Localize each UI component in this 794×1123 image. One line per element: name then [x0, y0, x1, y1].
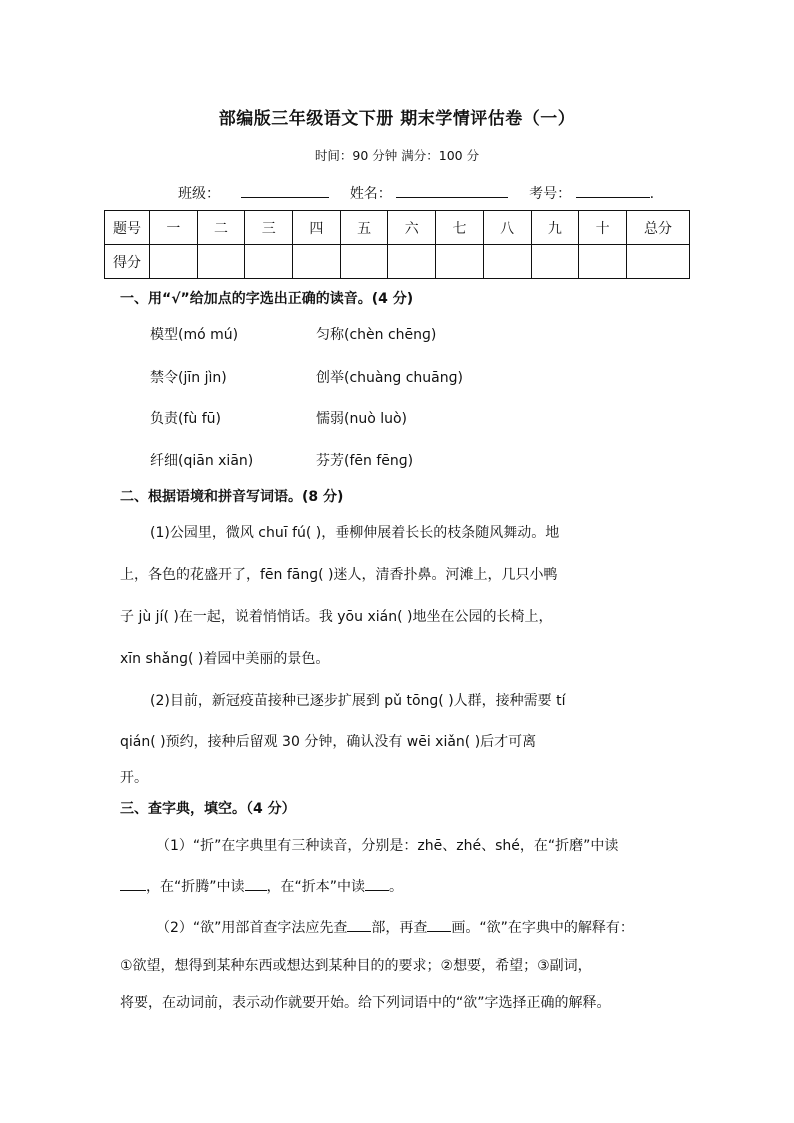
q1-text: ，在“折本”中读: [266, 879, 366, 895]
exam-number-blank[interactable]: [576, 182, 650, 198]
score-header-cell: 五: [340, 211, 388, 245]
section1-title: 一、用“√”给加点的字选出正确的读音。(4 分): [120, 291, 414, 307]
score-header-cell: 一: [150, 211, 198, 245]
pinyin-item[interactable]: 创举(chuànɡ chuānɡ): [316, 370, 463, 386]
q2-text: 部，再查: [371, 920, 428, 936]
end-period: .: [649, 186, 655, 202]
pinyin-item[interactable]: 模型(mó mú): [150, 327, 239, 343]
section3-title: 三、查字典，填空。（4 分）: [120, 801, 296, 817]
score-table-header-row: [105, 211, 690, 245]
exam-number-label: 考号：: [529, 186, 572, 202]
class-blank[interactable]: [241, 182, 329, 198]
section2-line: xīn shǎnɡ( )着园中美丽的景色。: [120, 651, 330, 667]
student-info-line: [178, 182, 654, 203]
answer-blank[interactable]: [245, 876, 267, 891]
answer-blank[interactable]: [347, 917, 371, 932]
section2-line: 子 jù jí( )在一起，说着悄悄话。我 yōu xián( )地坐在公园的长椅上，: [120, 609, 553, 625]
exam-title: 部编版三年级语文下册 期末学情评估卷（一）: [218, 109, 576, 129]
pinyin-item[interactable]: 纤细(qiān xiān): [150, 453, 254, 469]
score-cell[interactable]: [483, 245, 531, 279]
section2-line: (2)目前，新冠疫苗接种已逐步扩展到 pǔ tōnɡ( )人群，接种需要 tí: [150, 693, 566, 709]
pinyin-item[interactable]: 芬芳(fēn fēnɡ): [316, 453, 414, 469]
answer-blank[interactable]: [427, 917, 451, 932]
section3-q1-line2: [120, 876, 680, 896]
score-header-cell: 六: [388, 211, 436, 245]
score-cell[interactable]: [531, 245, 579, 279]
score-header-cell: 八: [483, 211, 531, 245]
score-cell[interactable]: [436, 245, 484, 279]
section2-title: 二、根据语境和拼音写词语。(8 分): [120, 489, 344, 505]
q1-text: 。: [389, 879, 404, 895]
score-header-cell: 三: [245, 211, 293, 245]
section3-q2-line1: [120, 917, 716, 937]
q1-text: ，在“折腾”中读: [146, 879, 245, 895]
pinyin-item[interactable]: 懦弱(nuò luò): [316, 411, 408, 427]
name-label: 姓名：: [349, 186, 392, 202]
pinyin-item[interactable]: 禁令(jīn jìn): [150, 370, 227, 386]
answer-blank[interactable]: [365, 876, 389, 891]
score-cell[interactable]: [150, 245, 198, 279]
score-header-cell: 九: [531, 211, 579, 245]
score-cell[interactable]: [627, 245, 690, 279]
score-header-cell: 七: [436, 211, 484, 245]
score-cell[interactable]: [340, 245, 388, 279]
section3-q1-line1: （1）“折”在字典里有三种读音，分别是：zhē、zhé、shé，在“折磨”中读: [156, 838, 619, 854]
score-cell[interactable]: [388, 245, 436, 279]
exam-subtitle: 时间：90 分钟 满分：100 分: [314, 148, 480, 163]
score-header-cell: 十: [579, 211, 627, 245]
score-header-cell: 四: [293, 211, 341, 245]
section3-q2-line2: ①欲望，想得到某种东西或想达到某种目的的要求；②想要，希望；③副词，: [120, 958, 592, 974]
class-label: 班级：: [178, 186, 220, 202]
score-cell[interactable]: [197, 245, 245, 279]
section2-line: (1)公园里，微风 chuī fú( )，垂柳伸展着长长的枝条随风舞动。地: [150, 525, 560, 541]
score-table: [104, 210, 690, 279]
section2-line: 开。: [120, 770, 148, 786]
q2-text: 画。“欲”在字典中的解释有：: [451, 920, 634, 936]
section2-line: qián( )预约，接种后留观 30 分钟，确认没有 wēi xiǎn( )后才可离: [120, 734, 537, 750]
score-cell[interactable]: [293, 245, 341, 279]
score-header-cell: 题号: [105, 211, 150, 245]
answer-blank[interactable]: [120, 876, 146, 891]
section2-line: 上，各色的花盛开了，fēn fānɡ( )迷人，清香扑鼻。河滩上，几只小鸭: [120, 567, 558, 583]
score-header-cell: 二: [197, 211, 245, 245]
q2-text: （2）“欲”用部首查字法应先查: [156, 920, 348, 936]
pinyin-item[interactable]: 匀称(chèn chēnɡ): [316, 327, 437, 343]
section3-q2-line3: 将要，在动词前，表示动作就要开始。给下列词语中的“欲”字选择正确的解释。: [120, 995, 611, 1011]
score-cell[interactable]: [245, 245, 293, 279]
name-blank[interactable]: [396, 182, 508, 198]
score-header-cell: 总分: [627, 211, 690, 245]
score-cell[interactable]: [579, 245, 627, 279]
score-table-score-row: [105, 245, 690, 279]
score-row-label: 得分: [105, 245, 150, 279]
pinyin-item[interactable]: 负责(fù fū): [150, 411, 221, 427]
